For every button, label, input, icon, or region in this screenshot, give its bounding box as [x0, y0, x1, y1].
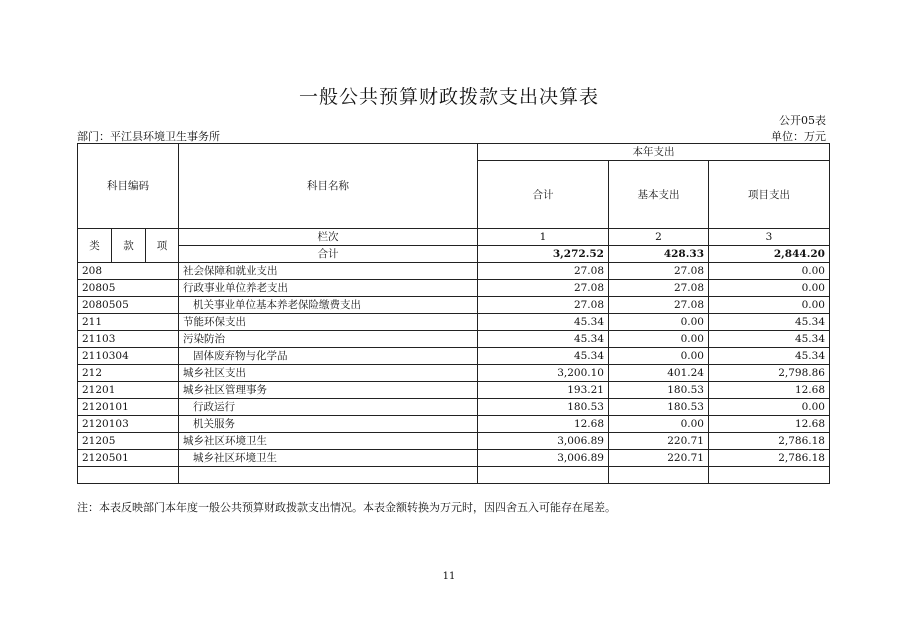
row-code: 20805 — [78, 280, 179, 297]
row-name: 城乡社区环境卫生 — [179, 433, 478, 450]
row-project: 0.00 — [709, 297, 830, 314]
header-current-year: 本年支出 — [478, 144, 830, 161]
table-row — [78, 399, 830, 416]
table-row — [78, 263, 830, 280]
row-basic: 180.53 — [609, 382, 709, 399]
total-row-total: 3,272.52 — [478, 246, 609, 263]
department-label: 部门：平江县环境卫生事务所 — [77, 130, 220, 143]
row-total: 12.68 — [478, 416, 609, 433]
header-lanci: 栏次 — [179, 229, 478, 246]
header-xiang: 项 — [146, 229, 179, 263]
row-project: 45.34 — [709, 348, 830, 365]
table-row — [78, 382, 830, 399]
blank-cell — [609, 467, 709, 484]
table-row — [78, 331, 830, 348]
row-name: 机关事业单位基本养老保险缴费支出 — [179, 297, 478, 314]
table-row — [78, 297, 830, 314]
header-lei: 类 — [78, 229, 112, 263]
row-project: 12.68 — [709, 382, 830, 399]
row-total: 45.34 — [478, 348, 609, 365]
blank-cell — [78, 467, 179, 484]
row-name: 行政运行 — [179, 399, 478, 416]
row-project: 0.00 — [709, 263, 830, 280]
row-total: 27.08 — [478, 280, 609, 297]
budget-table — [77, 143, 830, 484]
total-row-label: 合计 — [179, 246, 478, 263]
row-basic: 401.24 — [609, 365, 709, 382]
row-code: 21103 — [78, 331, 179, 348]
unit-label: 单位：万元 — [771, 130, 826, 143]
row-total: 27.08 — [478, 263, 609, 280]
table-row — [78, 314, 830, 331]
footnote: 注：本表反映部门本年度一般公共预算财政拨款支出情况。本表金额转换为万元时，因四舍五入可能存在尾差。 — [77, 501, 616, 514]
row-code: 212 — [78, 365, 179, 382]
page-number: 11 — [442, 571, 456, 582]
row-basic: 27.08 — [609, 280, 709, 297]
table-row — [78, 450, 830, 467]
row-total: 180.53 — [478, 399, 609, 416]
row-name: 城乡社区管理事务 — [179, 382, 478, 399]
row-project: 2,786.18 — [709, 450, 830, 467]
total-row-project: 2,844.20 — [709, 246, 830, 263]
header-basic: 基本支出 — [609, 161, 709, 229]
row-project: 45.34 — [709, 314, 830, 331]
total-row-basic: 428.33 — [609, 246, 709, 263]
row-name: 固体废弃物与化学品 — [179, 348, 478, 365]
row-project: 12.68 — [709, 416, 830, 433]
table-row — [78, 416, 830, 433]
row-total: 3,006.89 — [478, 450, 609, 467]
blank-cell — [709, 467, 830, 484]
page-title: 一般公共预算财政拨款支出决算表 — [298, 86, 599, 108]
header-subject-code: 科目编码 — [78, 144, 179, 229]
blank-cell — [179, 467, 478, 484]
row-total: 3,200.10 — [478, 365, 609, 382]
row-total: 3,006.89 — [478, 433, 609, 450]
row-name: 机关服务 — [179, 416, 478, 433]
header-total: 合计 — [478, 161, 609, 229]
row-code: 208 — [78, 263, 179, 280]
row-basic: 27.08 — [609, 263, 709, 280]
row-basic: 0.00 — [609, 348, 709, 365]
row-name: 社会保障和就业支出 — [179, 263, 478, 280]
header-subject-name: 科目名称 — [179, 144, 478, 229]
row-basic: 27.08 — [609, 297, 709, 314]
row-name: 行政事业单位养老支出 — [179, 280, 478, 297]
table-row — [78, 365, 830, 382]
table-row — [78, 280, 830, 297]
col-number-2: 2 — [609, 229, 709, 246]
row-basic: 0.00 — [609, 416, 709, 433]
form-code: 公开05表 — [779, 114, 826, 127]
row-basic: 180.53 — [609, 399, 709, 416]
row-basic: 0.00 — [609, 314, 709, 331]
row-project: 0.00 — [709, 399, 830, 416]
table-row — [78, 433, 830, 450]
row-code: 2120103 — [78, 416, 179, 433]
row-code: 21201 — [78, 382, 179, 399]
row-name: 城乡社区支出 — [179, 365, 478, 382]
blank-cell — [478, 467, 609, 484]
row-name: 污染防治 — [179, 331, 478, 348]
col-number-1: 1 — [478, 229, 609, 246]
row-total: 45.34 — [478, 331, 609, 348]
table-row — [78, 348, 830, 365]
row-total: 193.21 — [478, 382, 609, 399]
row-project: 2,798.86 — [709, 365, 830, 382]
row-total: 45.34 — [478, 314, 609, 331]
header-kuan: 款 — [112, 229, 146, 263]
row-name: 节能环保支出 — [179, 314, 478, 331]
col-number-3: 3 — [709, 229, 830, 246]
header-project: 项目支出 — [709, 161, 830, 229]
row-project: 0.00 — [709, 280, 830, 297]
row-code: 21205 — [78, 433, 179, 450]
row-basic: 0.00 — [609, 331, 709, 348]
row-name: 城乡社区环境卫生 — [179, 450, 478, 467]
row-basic: 220.71 — [609, 450, 709, 467]
row-project: 2,786.18 — [709, 433, 830, 450]
row-code: 2080505 — [78, 297, 179, 314]
row-basic: 220.71 — [609, 433, 709, 450]
row-code: 211 — [78, 314, 179, 331]
row-code: 2110304 — [78, 348, 179, 365]
table-row-blank — [78, 467, 830, 484]
row-code: 2120501 — [78, 450, 179, 467]
row-project: 45.34 — [709, 331, 830, 348]
row-code: 2120101 — [78, 399, 179, 416]
row-total: 27.08 — [478, 297, 609, 314]
